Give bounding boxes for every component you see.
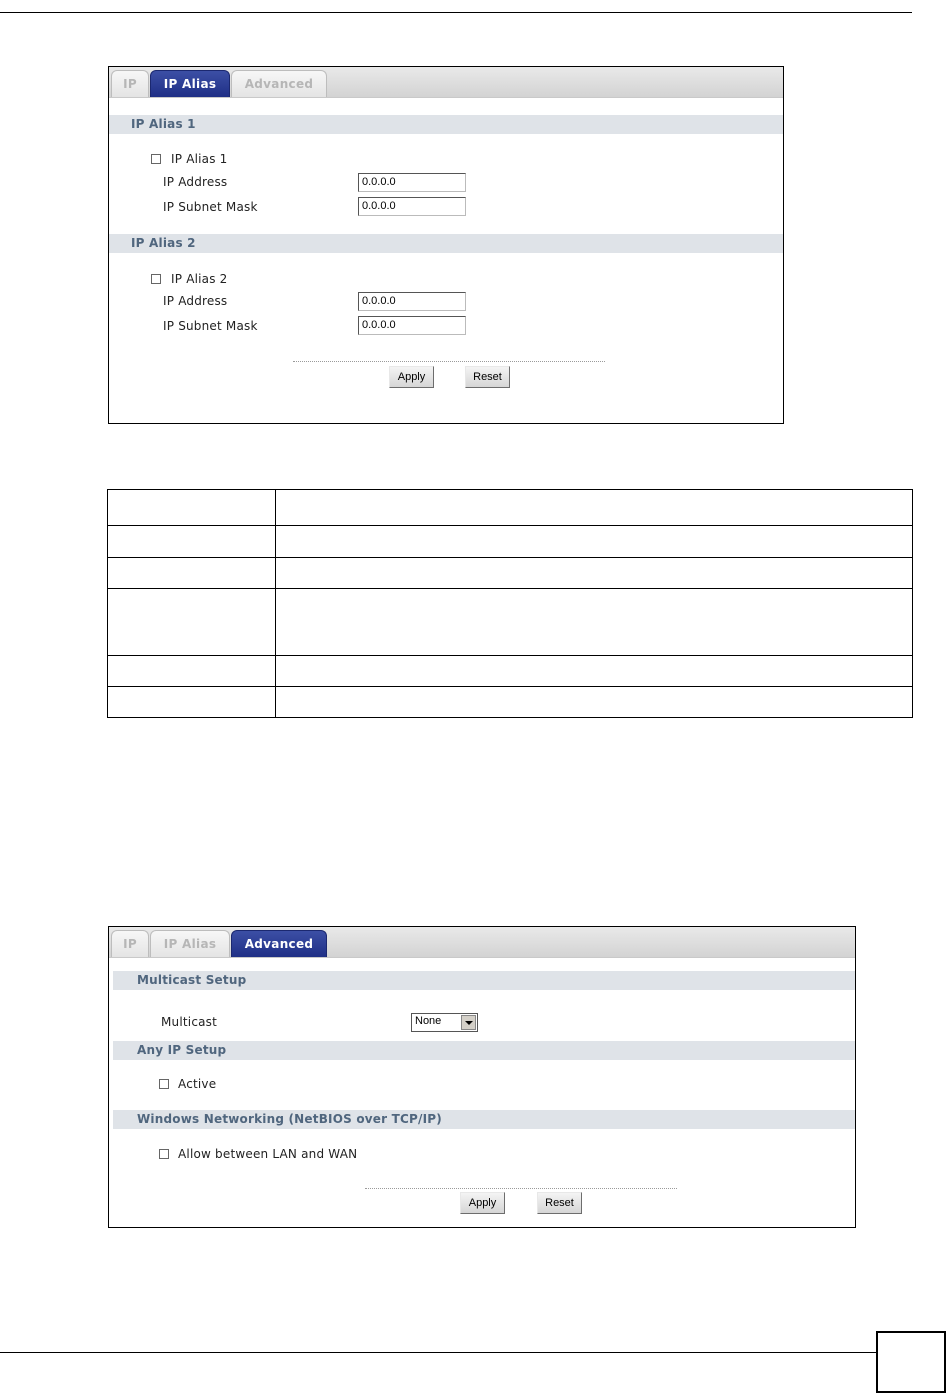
tab-bar (109, 67, 783, 98)
divider (365, 1188, 677, 1189)
ip-alias-1-label: IP Alias 1 (171, 152, 228, 166)
ip-subnet-mask-label: IP Subnet Mask (163, 319, 258, 333)
reset-button[interactable]: Reset (465, 366, 510, 388)
ip-alias-1-address-input[interactable]: 0.0.0.0 (358, 173, 466, 192)
tab-ip-alias[interactable]: IP Alias (150, 70, 230, 97)
advanced-screen (108, 926, 856, 1228)
table-row (108, 589, 913, 656)
tab-advanced[interactable]: Advanced (231, 70, 327, 97)
ip-alias-2-label: IP Alias 2 (171, 272, 228, 286)
section-multicast-setup: Multicast Setup (113, 971, 855, 990)
apply-button[interactable]: Apply (389, 366, 434, 388)
header-rule (0, 12, 912, 13)
tab-ip[interactable]: IP (111, 70, 149, 97)
reset-button[interactable]: Reset (537, 1192, 582, 1214)
ip-subnet-mask-label: IP Subnet Mask (163, 200, 258, 214)
ip-alias-1-mask-input[interactable]: 0.0.0.0 (358, 197, 466, 216)
allow-lan-wan-checkbox[interactable] (159, 1149, 169, 1159)
table-row (108, 526, 913, 558)
multicast-value: None (415, 1015, 442, 1027)
table-row (108, 656, 913, 687)
section-ip-alias-2: IP Alias 2 (109, 234, 783, 253)
table-row (108, 558, 913, 589)
ip-address-label: IP Address (163, 294, 228, 308)
section-ip-alias-1: IP Alias 1 (109, 115, 783, 134)
section-windows-networking: Windows Networking (NetBIOS over TCP/IP) (113, 1110, 855, 1129)
ip-alias-2-checkbox[interactable] (151, 274, 161, 284)
tab-ip-alias[interactable]: IP Alias (150, 930, 230, 957)
allow-lan-wan-label: Allow between LAN and WAN (178, 1147, 358, 1161)
multicast-label: Multicast (161, 1015, 218, 1029)
active-label: Active (178, 1077, 217, 1091)
section-any-ip-setup: Any IP Setup (113, 1041, 855, 1060)
page-number-box (876, 1331, 946, 1393)
active-checkbox[interactable] (159, 1079, 169, 1089)
tab-advanced[interactable]: Advanced (231, 930, 327, 957)
ip-address-label: IP Address (163, 175, 228, 189)
field-description-table (107, 489, 913, 718)
table-header-row (108, 490, 913, 526)
divider (293, 361, 605, 362)
ip-alias-screen (108, 66, 784, 424)
chevron-down-icon[interactable] (461, 1015, 476, 1030)
apply-button[interactable]: Apply (460, 1192, 505, 1214)
tab-ip[interactable]: IP (111, 930, 149, 957)
tab-bar (109, 927, 855, 958)
ip-alias-2-mask-input[interactable]: 0.0.0.0 (358, 316, 466, 335)
multicast-select[interactable] (411, 1013, 478, 1032)
footer-rule (0, 1352, 876, 1353)
table-row (108, 687, 913, 718)
ip-alias-1-checkbox[interactable] (151, 154, 161, 164)
ip-alias-2-address-input[interactable]: 0.0.0.0 (358, 292, 466, 311)
